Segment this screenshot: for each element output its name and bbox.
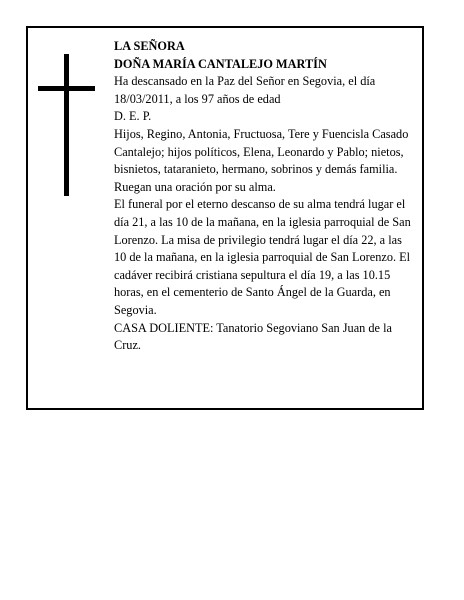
notice-title: LA SEÑORA: [114, 39, 185, 53]
funeral-info: El funeral por el eterno descanso de su alma tendrá lugar el día 21, a las 10 de la mañana, en la iglesia parroquial de San Lorenzo. La misa de privilegio tendrá lugar el día 22, a las 10 de la mañana, en la iglesia parroquial de San Lorenzo. El cadáver recibirá cristiana sepultura el día 19, a las 10.15 horas, en el cementerio de Santo Ángel de la Guarda, en Segovia.: [114, 197, 411, 317]
obituary-text: [114, 38, 414, 355]
cross-vertical-bar: [64, 54, 69, 196]
mourning-house: CASA DOLIENTE: Tanatorio Segoviano San Juan de la Cruz.: [114, 320, 392, 353]
death-info: Ha descansado en la Paz del Señor en Segovia, el día 18/03/2011, a los 97 años de edad: [114, 74, 376, 106]
family-list: Hijos, Regino, Antonia, Fructuosa, Tere y Fuencisla Casado Cantalejo; hijos políticos, Elena, Leonardo y Pablo; nietos, bisnietos, tataranieto, hermano, sobrinos y demás familia.: [114, 126, 409, 177]
cross-horizontal-bar: [38, 86, 95, 91]
prayer-request: Ruegan una oración por su alma.: [114, 179, 276, 194]
deceased-name: DOÑA MARÍA CANTALEJO MARTÍN: [114, 56, 327, 71]
rest-in-peace: D. E. P.: [114, 109, 152, 124]
